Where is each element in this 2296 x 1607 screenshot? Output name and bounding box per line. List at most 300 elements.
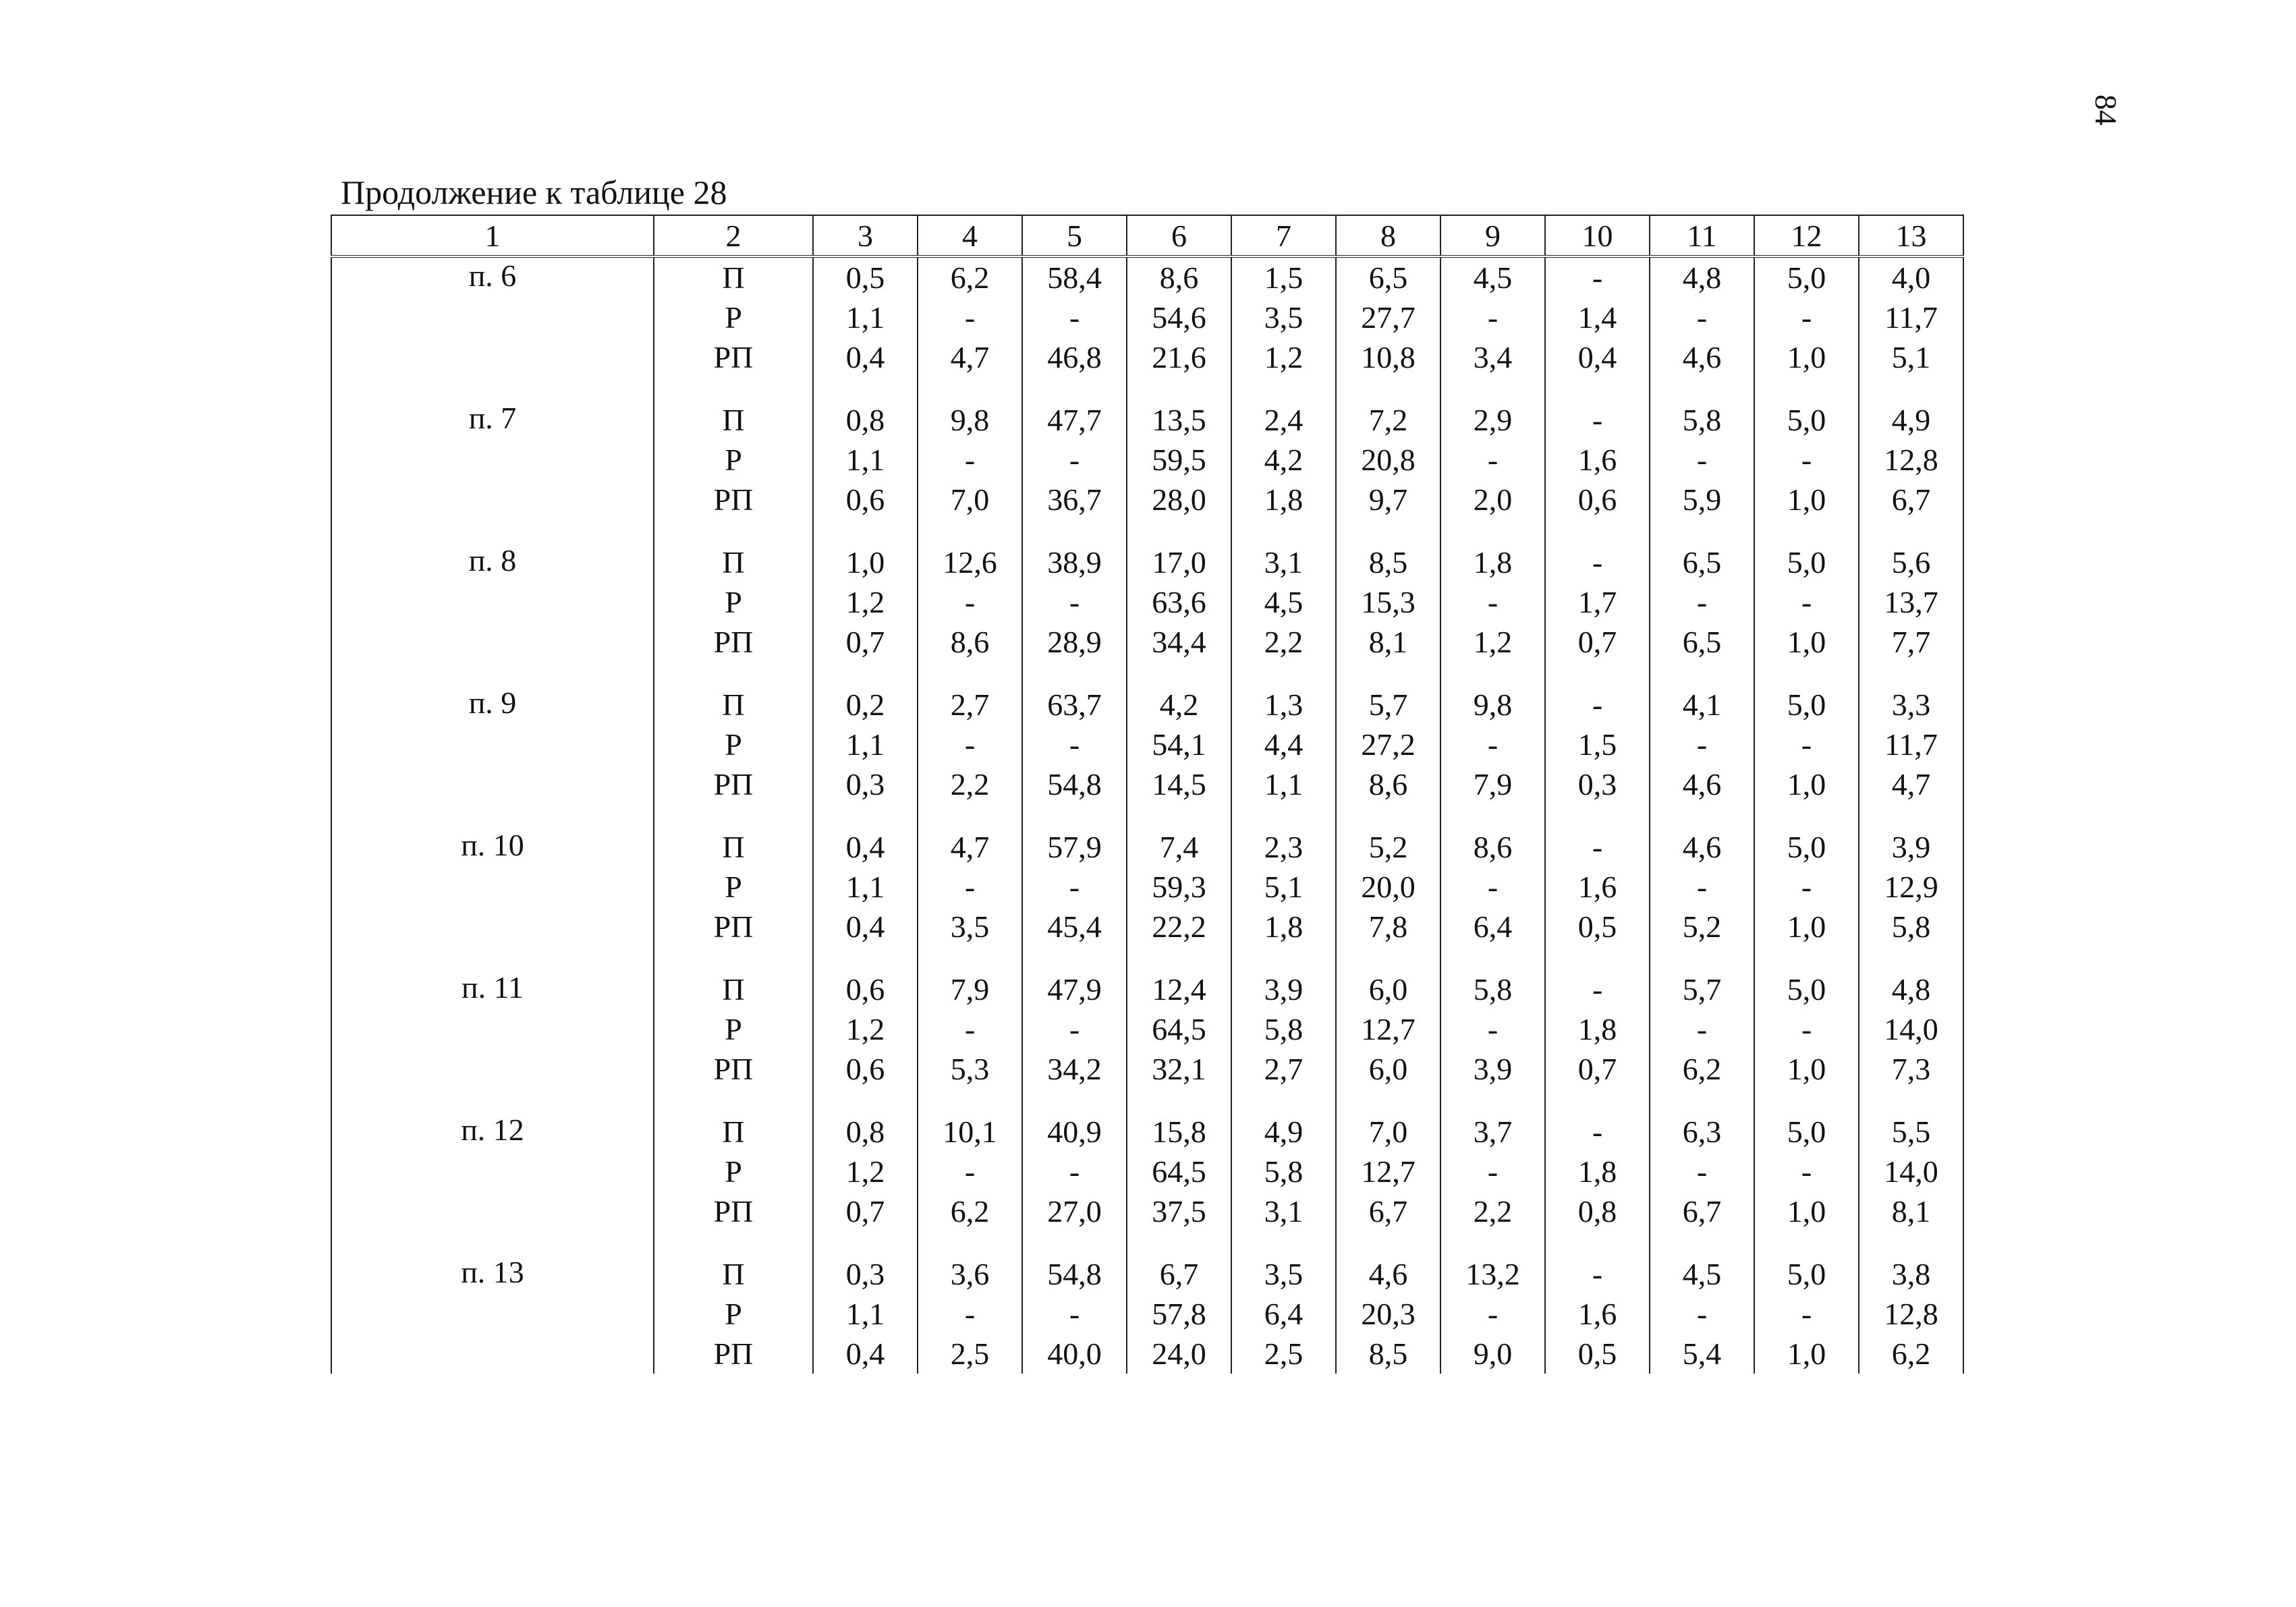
value-cell: 5,0 [1754, 1112, 1859, 1152]
value-cell: 4,6 [1650, 337, 1754, 377]
spacer-cell [331, 377, 654, 400]
value-cell: 27,7 [1336, 298, 1440, 337]
value-cell: 54,1 [1127, 725, 1231, 764]
value-cell: 46,8 [1022, 337, 1127, 377]
row-code: Р [654, 298, 813, 337]
value-cell: 1,0 [1754, 337, 1859, 377]
value-cell: 1,0 [1754, 1049, 1859, 1089]
value-cell: 1,0 [1754, 622, 1859, 662]
spacer-cell [1440, 519, 1545, 542]
value-cell: 13,2 [1440, 1254, 1545, 1294]
table-row [331, 1191, 1963, 1231]
spacer-cell [1859, 804, 1963, 827]
value-cell: 4,2 [1231, 440, 1336, 480]
value-cell: 1,2 [813, 1152, 918, 1191]
spacer-cell [1440, 662, 1545, 685]
spacer-cell [1022, 804, 1127, 827]
spacer-cell [1545, 519, 1650, 542]
value-cell: - [1754, 1009, 1859, 1049]
value-cell: - [1440, 298, 1545, 337]
value-cell: 0,7 [1545, 1049, 1650, 1089]
value-cell: 3,8 [1859, 1254, 1963, 1294]
value-cell: 7,4 [1127, 827, 1231, 867]
value-cell: 5,1 [1859, 337, 1963, 377]
value-cell: - [1440, 1152, 1545, 1191]
value-cell: 1,8 [1440, 542, 1545, 582]
spacer-cell [1545, 662, 1650, 685]
spacer-cell [1127, 804, 1231, 827]
value-cell: 57,8 [1127, 1294, 1231, 1334]
value-cell: 47,7 [1022, 400, 1127, 440]
spacer-cell [1754, 377, 1859, 400]
item-cell-empty [331, 1152, 654, 1191]
value-cell: 34,4 [1127, 622, 1231, 662]
spacer-cell [1336, 662, 1440, 685]
value-cell: 3,5 [1231, 298, 1336, 337]
value-cell: 2,5 [918, 1334, 1022, 1374]
table-row [331, 400, 1963, 440]
row-code: П [654, 827, 813, 867]
spacer-cell [1231, 1231, 1336, 1254]
table-row [331, 256, 1963, 298]
value-cell: 9,8 [1440, 685, 1545, 725]
spacer-cell [1754, 804, 1859, 827]
value-cell: 59,3 [1127, 867, 1231, 907]
value-cell: 1,0 [1754, 907, 1859, 947]
table-row [331, 685, 1963, 725]
table-row [331, 907, 1963, 947]
spacer-cell [1440, 804, 1545, 827]
value-cell: - [1022, 298, 1127, 337]
value-cell: 17,0 [1127, 542, 1231, 582]
value-cell: - [918, 582, 1022, 622]
spacer-cell [1859, 519, 1963, 542]
value-cell: 2,7 [1231, 1049, 1336, 1089]
value-cell: - [1022, 440, 1127, 480]
spacer-cell [1859, 947, 1963, 969]
value-cell: - [1650, 1294, 1754, 1334]
value-cell: 11,7 [1859, 725, 1963, 764]
spacer-cell [1545, 377, 1650, 400]
spacer-cell [1336, 519, 1440, 542]
column-header: 7 [1231, 215, 1336, 256]
value-cell: 4,9 [1859, 400, 1963, 440]
page-number: 84 [2089, 94, 2123, 125]
value-cell: 6,5 [1650, 542, 1754, 582]
value-cell: 3,5 [918, 907, 1022, 947]
value-cell: 5,1 [1231, 867, 1336, 907]
value-cell: 0,6 [813, 969, 918, 1009]
table-row [331, 542, 1963, 582]
value-cell: 14,0 [1859, 1152, 1963, 1191]
value-cell: 5,0 [1754, 685, 1859, 725]
item-label: п. 12 [331, 1112, 654, 1152]
table-row [331, 1294, 1963, 1334]
value-cell: 10,1 [918, 1112, 1022, 1152]
table-row [331, 1254, 1963, 1294]
spacer-cell [918, 947, 1022, 969]
value-cell: 64,5 [1127, 1152, 1231, 1191]
value-cell: 1,1 [1231, 764, 1336, 804]
value-cell: 14,5 [1127, 764, 1231, 804]
value-cell: 1,6 [1545, 440, 1650, 480]
column-header: 10 [1545, 215, 1650, 256]
value-cell: - [1440, 582, 1545, 622]
value-cell: 4,9 [1231, 1112, 1336, 1152]
value-cell: 5,7 [1336, 685, 1440, 725]
row-code: РП [654, 1049, 813, 1089]
value-cell: 4,0 [1859, 256, 1963, 298]
value-cell: 2,7 [918, 685, 1022, 725]
value-cell: 54,6 [1127, 298, 1231, 337]
value-cell: 5,8 [1440, 969, 1545, 1009]
group-spacer [331, 519, 1963, 542]
value-cell: - [1022, 582, 1127, 622]
value-cell: 1,0 [1754, 764, 1859, 804]
value-cell: 20,8 [1336, 440, 1440, 480]
value-cell: - [1545, 542, 1650, 582]
spacer-cell [1440, 947, 1545, 969]
value-cell: 7,0 [1336, 1112, 1440, 1152]
value-cell: - [918, 1152, 1022, 1191]
spacer-cell [813, 1089, 918, 1112]
value-cell: 2,5 [1231, 1334, 1336, 1374]
row-code: РП [654, 622, 813, 662]
value-cell: 11,7 [1859, 298, 1963, 337]
value-cell: 6,7 [1336, 1191, 1440, 1231]
spacer-cell [813, 519, 918, 542]
item-cell-empty [331, 298, 654, 337]
column-header: 2 [654, 215, 813, 256]
value-cell: 0,6 [813, 1049, 918, 1089]
row-code: П [654, 542, 813, 582]
value-cell: 12,8 [1859, 440, 1963, 480]
item-label: п. 11 [331, 969, 654, 1009]
value-cell: 0,5 [1545, 907, 1650, 947]
value-cell: 8,6 [1127, 256, 1231, 298]
spacer-cell [1754, 1231, 1859, 1254]
value-cell: 4,7 [918, 827, 1022, 867]
spacer-cell [1336, 947, 1440, 969]
row-code: П [654, 400, 813, 440]
item-label: п. 6 [331, 256, 654, 298]
value-cell: 2,4 [1231, 400, 1336, 440]
value-cell: 0,7 [1545, 622, 1650, 662]
spacer-cell [1127, 662, 1231, 685]
item-label: п. 13 [331, 1254, 654, 1294]
value-cell: 6,7 [1650, 1191, 1754, 1231]
value-cell: 0,7 [813, 622, 918, 662]
value-cell: - [1650, 440, 1754, 480]
spacer-cell [1859, 1089, 1963, 1112]
spacer-cell [1650, 519, 1754, 542]
value-cell: 1,8 [1231, 907, 1336, 947]
value-cell: 64,5 [1127, 1009, 1231, 1049]
value-cell: 8,6 [1440, 827, 1545, 867]
value-cell: 1,0 [1754, 480, 1859, 519]
value-cell: 1,5 [1545, 725, 1650, 764]
value-cell: - [1440, 1009, 1545, 1049]
spacer-cell [1859, 662, 1963, 685]
value-cell: 1,1 [813, 725, 918, 764]
spacer-cell [1650, 947, 1754, 969]
value-cell: 5,0 [1754, 969, 1859, 1009]
spacer-cell [1650, 804, 1754, 827]
value-cell: 34,2 [1022, 1049, 1127, 1089]
value-cell: 10,8 [1336, 337, 1440, 377]
spacer-cell [1754, 662, 1859, 685]
value-cell: 0,4 [813, 907, 918, 947]
spacer-cell [1231, 804, 1336, 827]
value-cell: 2,2 [1231, 622, 1336, 662]
value-cell: 5,4 [1650, 1334, 1754, 1374]
spacer-cell [813, 804, 918, 827]
spacer-cell [654, 804, 813, 827]
column-header: 6 [1127, 215, 1231, 256]
spacer-cell [813, 377, 918, 400]
spacer-cell [654, 1089, 813, 1112]
value-cell: 21,6 [1127, 337, 1231, 377]
item-cell-empty [331, 582, 654, 622]
spacer-cell [1440, 1089, 1545, 1112]
spacer-cell [1336, 804, 1440, 827]
value-cell: - [1022, 867, 1127, 907]
spacer-cell [1127, 1231, 1231, 1254]
value-cell: 58,4 [1022, 256, 1127, 298]
value-cell: 6,2 [918, 1191, 1022, 1231]
value-cell: 9,7 [1336, 480, 1440, 519]
column-header: 1 [331, 215, 654, 256]
value-cell: 4,5 [1231, 582, 1336, 622]
value-cell: 4,7 [1859, 764, 1963, 804]
spacer-cell [331, 947, 654, 969]
value-cell: 0,7 [813, 1191, 918, 1231]
value-cell: 7,9 [918, 969, 1022, 1009]
value-cell: 5,0 [1754, 542, 1859, 582]
value-cell: 1,0 [1754, 1334, 1859, 1374]
table-row [331, 582, 1963, 622]
group-spacer [331, 1231, 1963, 1254]
value-cell: 6,7 [1127, 1254, 1231, 1294]
value-cell: 4,4 [1231, 725, 1336, 764]
table-row [331, 1009, 1963, 1049]
spacer-cell [813, 662, 918, 685]
spacer-cell [1545, 1231, 1650, 1254]
item-cell-empty [331, 1334, 654, 1374]
row-code: Р [654, 582, 813, 622]
row-code: Р [654, 725, 813, 764]
value-cell: - [1440, 440, 1545, 480]
table-row [331, 827, 1963, 867]
row-code: П [654, 685, 813, 725]
value-cell: 6,0 [1336, 1049, 1440, 1089]
value-cell: 0,8 [813, 1112, 918, 1152]
value-cell: 5,3 [918, 1049, 1022, 1089]
spacer-cell [1022, 662, 1127, 685]
item-cell-empty [331, 622, 654, 662]
value-cell: 13,7 [1859, 582, 1963, 622]
item-label: п. 9 [331, 685, 654, 725]
value-cell: 57,9 [1022, 827, 1127, 867]
spacer-cell [654, 947, 813, 969]
value-cell: - [918, 440, 1022, 480]
group-spacer [331, 662, 1963, 685]
value-cell: 15,3 [1336, 582, 1440, 622]
value-cell: 2,2 [1440, 1191, 1545, 1231]
value-cell: 8,1 [1336, 622, 1440, 662]
value-cell: 1,6 [1545, 1294, 1650, 1334]
value-cell: 63,7 [1022, 685, 1127, 725]
value-cell: 47,9 [1022, 969, 1127, 1009]
value-cell: 5,0 [1754, 256, 1859, 298]
value-cell: 1,2 [1231, 337, 1336, 377]
value-cell: 3,3 [1859, 685, 1963, 725]
value-cell: - [1545, 256, 1650, 298]
item-cell-empty [331, 440, 654, 480]
spacer-cell [1127, 519, 1231, 542]
value-cell: 6,2 [918, 256, 1022, 298]
value-cell: 28,0 [1127, 480, 1231, 519]
value-cell: 3,9 [1231, 969, 1336, 1009]
value-cell: 2,9 [1440, 400, 1545, 440]
spacer-cell [1545, 947, 1650, 969]
value-cell: 3,5 [1231, 1254, 1336, 1294]
value-cell: 2,2 [918, 764, 1022, 804]
value-cell: 1,7 [1545, 582, 1650, 622]
row-code: Р [654, 867, 813, 907]
spacer-cell [1336, 1231, 1440, 1254]
spacer-cell [1127, 377, 1231, 400]
value-cell: 5,7 [1650, 969, 1754, 1009]
value-cell: 40,9 [1022, 1112, 1127, 1152]
value-cell: - [1545, 1254, 1650, 1294]
value-cell: 12,9 [1859, 867, 1963, 907]
column-header: 8 [1336, 215, 1440, 256]
item-label: п. 10 [331, 827, 654, 867]
value-cell: 1,0 [1754, 1191, 1859, 1231]
value-cell: 8,6 [1336, 764, 1440, 804]
spacer-cell [1650, 1089, 1754, 1112]
column-header: 12 [1754, 215, 1859, 256]
value-cell: 4,8 [1650, 256, 1754, 298]
value-cell: 27,2 [1336, 725, 1440, 764]
value-cell: - [1754, 582, 1859, 622]
value-cell: 36,7 [1022, 480, 1127, 519]
value-cell: 5,2 [1336, 827, 1440, 867]
value-cell: 4,5 [1440, 256, 1545, 298]
row-code: РП [654, 337, 813, 377]
value-cell: 4,6 [1650, 764, 1754, 804]
value-cell: 1,3 [1231, 685, 1336, 725]
value-cell: 1,4 [1545, 298, 1650, 337]
value-cell: - [1440, 867, 1545, 907]
value-cell: 54,8 [1022, 764, 1127, 804]
value-cell: 1,8 [1545, 1009, 1650, 1049]
value-cell: 3,1 [1231, 1191, 1336, 1231]
value-cell: - [918, 1294, 1022, 1334]
item-cell-empty [331, 764, 654, 804]
table-row [331, 480, 1963, 519]
spacer-cell [1127, 1089, 1231, 1112]
value-cell: 6,5 [1336, 256, 1440, 298]
spacer-cell [918, 804, 1022, 827]
row-code: Р [654, 1152, 813, 1191]
row-code: РП [654, 764, 813, 804]
table-row [331, 622, 1963, 662]
item-cell-empty [331, 480, 654, 519]
spacer-cell [331, 1089, 654, 1112]
table-row [331, 1049, 1963, 1089]
value-cell: 4,1 [1650, 685, 1754, 725]
row-code: РП [654, 480, 813, 519]
header-row [331, 215, 1963, 256]
value-cell: - [1650, 867, 1754, 907]
value-cell: 7,3 [1859, 1049, 1963, 1089]
value-cell: - [918, 1009, 1022, 1049]
value-cell: 0,3 [813, 764, 918, 804]
value-cell: 7,9 [1440, 764, 1545, 804]
table-row [331, 1112, 1963, 1152]
value-cell: 1,8 [1545, 1152, 1650, 1191]
value-cell: 1,2 [813, 582, 918, 622]
spacer-cell [1231, 662, 1336, 685]
value-cell: 3,6 [918, 1254, 1022, 1294]
spacer-cell [918, 519, 1022, 542]
row-code: РП [654, 1191, 813, 1231]
value-cell: 0,2 [813, 685, 918, 725]
value-cell: 6,4 [1440, 907, 1545, 947]
value-cell: 8,6 [918, 622, 1022, 662]
data-table [331, 215, 1964, 1374]
value-cell: 24,0 [1127, 1334, 1231, 1374]
spacer-cell [1650, 662, 1754, 685]
spacer-cell [1440, 1231, 1545, 1254]
value-cell: 27,0 [1022, 1191, 1127, 1231]
value-cell: 0,4 [813, 1334, 918, 1374]
spacer-cell [1754, 1089, 1859, 1112]
item-cell-empty [331, 1294, 654, 1334]
value-cell: - [1545, 400, 1650, 440]
spacer-cell [918, 662, 1022, 685]
item-cell-empty [331, 1049, 654, 1089]
spacer-cell [1650, 1231, 1754, 1254]
value-cell: 4,7 [918, 337, 1022, 377]
table-body [331, 256, 1963, 1374]
spacer-cell [1022, 519, 1127, 542]
value-cell: 4,6 [1650, 827, 1754, 867]
value-cell: - [1754, 867, 1859, 907]
value-cell: 32,1 [1127, 1049, 1231, 1089]
value-cell: 12,6 [918, 542, 1022, 582]
value-cell: 6,2 [1650, 1049, 1754, 1089]
table-row [331, 337, 1963, 377]
value-cell: - [1650, 1152, 1754, 1191]
value-cell: 15,8 [1127, 1112, 1231, 1152]
value-cell: 0,3 [813, 1254, 918, 1294]
value-cell: 5,0 [1754, 1254, 1859, 1294]
spacer-cell [1545, 804, 1650, 827]
spacer-cell [918, 377, 1022, 400]
value-cell: 1,0 [813, 542, 918, 582]
item-label: п. 7 [331, 400, 654, 440]
spacer-cell [654, 377, 813, 400]
value-cell: 1,2 [1440, 622, 1545, 662]
spacer-cell [1859, 1231, 1963, 1254]
spacer-cell [1231, 519, 1336, 542]
spacer-cell [331, 519, 654, 542]
value-cell: 12,7 [1336, 1009, 1440, 1049]
spacer-cell [1231, 947, 1336, 969]
